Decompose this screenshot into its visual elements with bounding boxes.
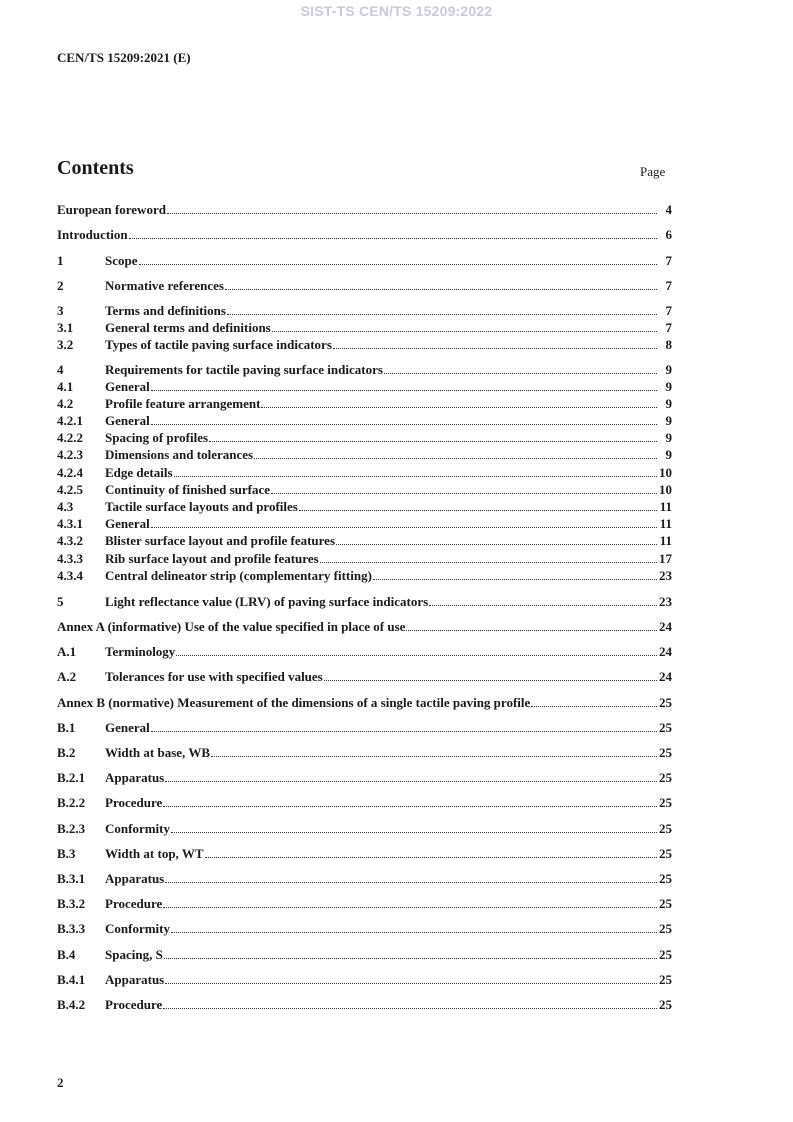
toc-dot-leader: [254, 448, 657, 459]
toc-dot-leader: [211, 746, 657, 757]
toc-entry-page: 10: [659, 482, 672, 497]
toc-entry-title: General terms and definitions: [105, 320, 271, 335]
toc-entry-title: Spacing of profiles: [105, 430, 209, 445]
toc-dot-leader: [225, 279, 657, 290]
toc-entry-title: Tolerances for use with specified values: [105, 669, 323, 684]
toc-entry[interactable]: [57, 619, 672, 635]
toc-entry[interactable]: [57, 337, 672, 353]
toc-entry-page: 24: [659, 644, 672, 659]
toc-dot-leader: [151, 517, 657, 528]
toc-entry-page: 25: [659, 896, 672, 911]
toc-entry-title: Light reflectance value (LRV) of paving surface indicators: [105, 594, 429, 609]
toc-entry[interactable]: [57, 482, 672, 498]
toc-entry-title: Annex A (informative) Use of the value specified in place of use: [57, 619, 406, 634]
toc-entry-page: 25: [659, 745, 672, 760]
toc-entry-page: 17: [659, 551, 672, 566]
toc-dot-leader: [261, 397, 657, 408]
toc-dot-leader: [324, 670, 657, 681]
toc-entry-page: 11: [659, 499, 672, 514]
toc-entry-page: 25: [659, 921, 672, 936]
toc-dot-leader: [151, 380, 657, 391]
toc-entry-number: B.3.3: [57, 921, 86, 936]
toc-entry-title: Procedure: [105, 795, 163, 810]
toc-entry-number: 4.3.4: [57, 568, 83, 583]
document-id-header: CEN/TS 15209:2021 (E): [57, 50, 191, 65]
toc-entry-title: Procedure: [105, 997, 163, 1012]
toc-dot-leader: [165, 973, 657, 984]
toc-entry-number: 1: [57, 253, 64, 268]
toc-entry-page: 23: [659, 568, 672, 583]
toc-entry-title: Requirements for tactile paving surface indicators: [105, 362, 383, 377]
toc-dot-leader: [205, 847, 658, 858]
toc-dot-leader: [165, 771, 657, 782]
toc-entry[interactable]: [57, 413, 672, 429]
toc-entry-title: Profile feature arrangement: [105, 396, 261, 411]
toc-entry-title: General: [105, 516, 150, 531]
toc-entry-page: 9: [665, 413, 672, 428]
contents-heading: Contents: [57, 157, 134, 179]
toc-dot-leader: [271, 483, 657, 494]
toc-entry-title: Continuity of finished surface: [105, 482, 271, 497]
toc-entry[interactable]: [57, 745, 672, 761]
toc-entry[interactable]: [57, 846, 672, 862]
toc-dot-leader: [151, 721, 657, 732]
toc-entry-page: 10: [659, 465, 672, 480]
toc-dot-leader: [171, 922, 657, 933]
toc-dot-leader: [429, 595, 657, 606]
footer-page-number: 2: [57, 1075, 64, 1090]
toc-entry[interactable]: [57, 568, 672, 584]
toc-entry[interactable]: [57, 202, 672, 218]
toc-entry-number: 4.2.3: [57, 447, 83, 462]
toc-entry-number: 3: [57, 303, 64, 318]
toc-entry-page: 25: [659, 770, 672, 785]
toc-entry-page: 9: [665, 379, 672, 394]
toc-entry-number: A.2: [57, 669, 77, 684]
toc-entry-number: 2: [57, 278, 64, 293]
toc-dot-leader: [174, 466, 657, 477]
toc-entry-number: 4.3: [57, 499, 74, 514]
toc-entry-page: 25: [659, 821, 672, 836]
toc-entry-page: 25: [659, 846, 672, 861]
toc-entry-page: 11: [659, 516, 672, 531]
toc-entry-page: 9: [665, 430, 672, 445]
toc-entry-number: B.2: [57, 745, 76, 760]
toc-entry-number: B.3.2: [57, 896, 86, 911]
toc-entry-page: 8: [665, 337, 672, 352]
toc-entry-page: 11: [659, 533, 672, 548]
toc-entry-number: B.2.1: [57, 770, 86, 785]
toc-entry[interactable]: [57, 770, 672, 786]
toc-entry-number: B.4: [57, 947, 76, 962]
toc-entry[interactable]: [57, 551, 672, 567]
toc-entry-title: Types of tactile paving surface indicators: [105, 337, 332, 352]
toc-entry-page: 25: [659, 695, 672, 710]
toc-entry-page: 7: [665, 303, 672, 318]
toc-entry[interactable]: [57, 379, 672, 395]
toc-entry-title: Conformity: [105, 821, 170, 836]
toc-entry[interactable]: [57, 499, 672, 515]
page-column-heading: Page: [640, 164, 666, 179]
toc-entry-number: B.1: [57, 720, 76, 735]
toc-entry-page: 9: [665, 447, 672, 462]
toc-entry-page: 25: [659, 997, 672, 1012]
toc-entry[interactable]: [57, 278, 672, 294]
watermark: SIST-TS CEN/TS 15209:2022: [300, 3, 493, 19]
toc-entry[interactable]: [57, 669, 672, 685]
toc-entry-number: 4.3.1: [57, 516, 83, 531]
toc-dot-leader: [320, 552, 657, 563]
toc-dot-leader: [227, 304, 657, 315]
toc-entry[interactable]: [57, 303, 672, 319]
toc-dot-leader: [406, 620, 657, 631]
toc-entry-page: 7: [665, 278, 672, 293]
toc-entry-number: B.2.3: [57, 821, 86, 836]
toc-entry[interactable]: [57, 795, 672, 811]
toc-entry-title: Width at base, WB: [105, 745, 210, 760]
toc-entry[interactable]: [57, 947, 672, 963]
toc-dot-leader: [384, 363, 657, 374]
toc-entry[interactable]: [57, 921, 672, 937]
toc-entry-title: Introduction: [57, 227, 128, 242]
toc-entry-number: 4: [57, 362, 64, 377]
toc-entry-page: 25: [659, 795, 672, 810]
toc-entry-title: Apparatus: [105, 770, 165, 785]
toc-entry-title: Procedure: [105, 896, 163, 911]
toc-entry-page: 7: [665, 253, 672, 268]
toc-dot-leader: [209, 431, 657, 442]
toc-dot-leader: [163, 796, 657, 807]
toc-entry[interactable]: [57, 430, 672, 446]
toc-entry[interactable]: [57, 896, 672, 912]
toc-entry-number: B.4.2: [57, 997, 86, 1012]
toc-dot-leader: [299, 500, 657, 511]
toc-entry-title: Dimensions and tolerances: [105, 447, 254, 462]
toc-entry[interactable]: [57, 720, 672, 736]
toc-entry-title: Scope: [105, 253, 138, 268]
toc-dot-leader: [373, 569, 657, 580]
toc-entry-number: B.3: [57, 846, 76, 861]
toc-entry-title: Annex B (normative) Measurement of the dimensions of a single tactile paving profile: [57, 695, 531, 710]
toc-dot-leader: [336, 534, 657, 545]
toc-entry-page: 6: [665, 227, 672, 242]
toc-entry[interactable]: [57, 362, 672, 378]
toc-entry-number: A.1: [57, 644, 77, 659]
toc-entry-number: 3.2: [57, 337, 74, 352]
toc-dot-leader: [333, 338, 657, 349]
toc-entry-title: Edge details: [105, 465, 173, 480]
toc-dot-leader: [171, 822, 657, 833]
toc-dot-leader: [163, 897, 657, 908]
toc-entry[interactable]: [57, 972, 672, 988]
toc-entry-number: 4.2.5: [57, 482, 83, 497]
toc-dot-leader: [165, 872, 657, 883]
toc-entry[interactable]: [57, 695, 672, 711]
toc-entry-number: 3.1: [57, 320, 74, 335]
toc-dot-leader: [163, 998, 657, 1009]
toc-entry-page: 9: [665, 396, 672, 411]
toc-entry-number: 4.1: [57, 379, 74, 394]
toc-entry-title: European foreword: [57, 202, 166, 217]
toc-entry[interactable]: [57, 997, 672, 1013]
toc-entry-title: Rib surface layout and profile features: [105, 551, 319, 566]
toc-entry-number: B.4.1: [57, 972, 86, 987]
toc-dot-leader: [164, 948, 657, 959]
toc-entry[interactable]: [57, 516, 672, 532]
toc-entry-page: 7: [665, 320, 672, 335]
toc-entry-title: Apparatus: [105, 871, 165, 886]
toc-dot-leader: [167, 203, 657, 214]
toc-entry[interactable]: [57, 447, 672, 463]
toc-entry[interactable]: [57, 320, 672, 336]
toc-dot-leader: [176, 645, 657, 656]
toc-entry[interactable]: [57, 465, 672, 481]
toc-entry-title: Normative references: [105, 278, 224, 293]
toc-entry-page: 25: [659, 720, 672, 735]
toc-entry-page: 23: [659, 594, 672, 609]
toc-entry-page: 4: [665, 202, 672, 217]
toc-entry-title: Width at top, WT: [105, 846, 204, 861]
toc-entry-number: 4.2.4: [57, 465, 83, 480]
toc-entry-number: 4.2.1: [57, 413, 83, 428]
toc-entry-title: Apparatus: [105, 972, 165, 987]
toc-entry-page: 9: [665, 362, 672, 377]
toc-entry[interactable]: [57, 227, 672, 243]
toc-entry[interactable]: [57, 821, 672, 837]
toc-entry-page: 25: [659, 871, 672, 886]
toc-entry-title: General: [105, 720, 150, 735]
toc-entry-title: Terms and definitions: [105, 303, 226, 318]
toc-entry[interactable]: [57, 644, 672, 660]
toc-entry-title: Tactile surface layouts and profiles: [105, 499, 298, 514]
toc-entry-title: Terminology: [105, 644, 176, 659]
toc-dot-leader: [531, 696, 657, 707]
toc-entry-number: B.3.1: [57, 871, 86, 886]
toc-entry-number: 4.2: [57, 396, 74, 411]
toc-dot-leader: [129, 228, 657, 239]
toc-entry-number: 5: [57, 594, 64, 609]
toc-entry[interactable]: [57, 253, 672, 269]
toc-entry-page: 25: [659, 947, 672, 962]
toc-dot-leader: [272, 321, 657, 332]
toc-entry-page: 25: [659, 972, 672, 987]
toc-dot-leader: [151, 414, 657, 425]
toc-entry-page: 24: [659, 669, 672, 684]
toc-entry[interactable]: [57, 594, 672, 610]
toc-entry-title: Central delineator strip (complementary fitting): [105, 568, 372, 583]
toc-entry-number: 4.2.2: [57, 430, 83, 445]
toc-entry-title: Blister surface layout and profile features: [105, 533, 336, 548]
toc-entry[interactable]: [57, 396, 672, 412]
toc-entry-number: 4.3.2: [57, 533, 83, 548]
toc-entry-page: 24: [659, 619, 672, 634]
toc-entry-title: General: [105, 413, 150, 428]
toc-dot-leader: [139, 254, 658, 265]
toc-entry-title: Conformity: [105, 921, 170, 936]
toc-entry-number: 4.3.3: [57, 551, 83, 566]
toc-entry-number: B.2.2: [57, 795, 86, 810]
toc-entry[interactable]: [57, 533, 672, 549]
toc-entry-title: Spacing, S: [105, 947, 163, 962]
toc-entry-title: General: [105, 379, 150, 394]
toc-entry[interactable]: [57, 871, 672, 887]
